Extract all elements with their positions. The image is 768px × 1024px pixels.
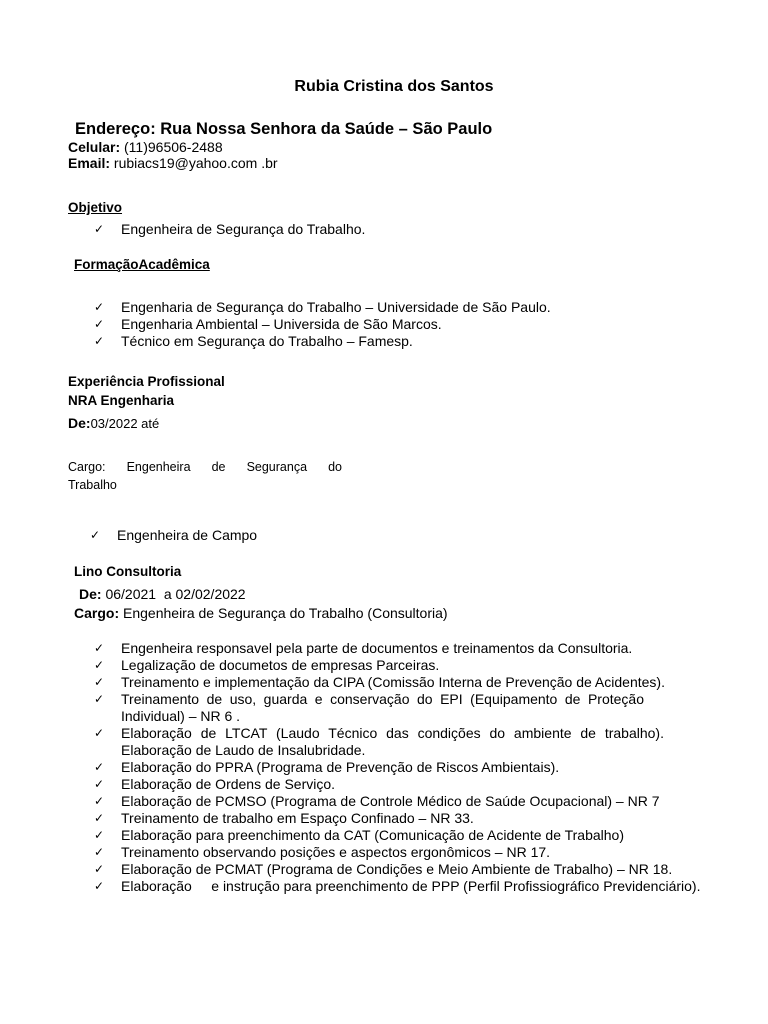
role-label: Cargo: (74, 605, 120, 621)
list-item: ✓ Elaboração de PCMSO (Programa de Controle Médico de Saúde Ocupacional) – NR 7 (94, 793, 660, 809)
check-icon: ✓ (94, 760, 105, 774)
list-item: ✓ Elaboração do PPRA (Programa de Prevenção de Riscos Ambientais). (94, 759, 560, 775)
objective-heading: Objetivo (68, 200, 123, 215)
list-item: ✓ Elaboração e instrução para preenchimento de PPP (Perfil Profissiográfico Previdenciário). (94, 878, 701, 894)
list-item: ✓ Treinamento de trabalho em Espaço Confinado – NR 33. (94, 810, 474, 826)
list-item: ✓ Engenheira de Campo (90, 527, 258, 543)
phone-value: (11)96506-2488 (124, 139, 223, 155)
period-label: De: (79, 586, 102, 602)
list-item: ✓ Elaboração de PCMAT (Programa de Condições e Meio Ambiente de Trabalho) – NR 18. (94, 861, 673, 877)
role-value: Engenheira de Segurança do Trabalho (Consultoria) (123, 605, 448, 621)
check-icon: ✓ (94, 879, 105, 893)
education-heading: FormaçãoAcadêmica (74, 257, 210, 272)
email-value: rubiacs19@yahoo.com .br (113, 155, 278, 171)
list-item: ✓ Treinamento de uso, guarda e conservação do EPI (Equipamento de Proteção Individual) – NR 6 . (94, 691, 644, 724)
check-icon: ✓ (94, 845, 105, 859)
list-item: ✓ Engenheira responsavel pela parte de documentos e treinamentos da Consultoria. (94, 640, 633, 656)
check-icon: ✓ (94, 641, 105, 655)
period-value: 03/2022 até (90, 416, 160, 431)
phone-label: Celular: (68, 139, 121, 155)
check-icon: ✓ (94, 334, 105, 348)
check-icon: ✓ (94, 777, 105, 791)
period-label: De: (68, 415, 91, 431)
company-name: NRA Engenharia (68, 393, 175, 408)
check-icon: ✓ (94, 726, 105, 740)
check-icon: ✓ (94, 794, 105, 808)
check-icon: ✓ (94, 658, 105, 672)
phone-line (68, 139, 223, 155)
check-icon: ✓ (94, 317, 105, 331)
check-icon: ✓ (90, 528, 101, 542)
check-icon: ✓ (94, 300, 105, 314)
check-icon: ✓ (94, 862, 105, 876)
check-icon: ✓ (94, 828, 105, 842)
list-item: ✓ Engenharia de Segurança do Trabalho – Universidade de São Paulo. (94, 299, 551, 315)
list-item: ✓ Elaboração para preenchimento da CAT (Comunicação de Acidente de Trabalho) (94, 827, 625, 843)
check-icon: ✓ (94, 692, 105, 706)
objective-list (94, 221, 714, 238)
company-name: Lino Consultoria (74, 564, 182, 579)
list-item: ✓ Engenharia Ambiental – Universida de São Marcos. (94, 316, 442, 332)
role-line (74, 605, 448, 621)
role-line-1: Cargo: Engenheira de Segurança do (68, 460, 342, 474)
candidate-name: Rubia Cristina dos Santos (294, 78, 494, 95)
period-line (79, 586, 246, 602)
list-item: ✓ Treinamento e implementação da CIPA (Comissão Interna de Prevenção de Acidentes). (94, 674, 665, 690)
check-icon: ✓ (94, 675, 105, 689)
period-line (68, 415, 159, 432)
experience-heading: Experiência Profissional (68, 374, 225, 389)
check-icon: ✓ (94, 222, 105, 236)
education-list (94, 299, 714, 350)
list-item: ✓ Treinamento observando posições e aspectos ergonômicos – NR 17. (94, 844, 551, 860)
company2-duties (94, 640, 714, 895)
list-item: ✓ Engenheira de Segurança do Trabalho. (94, 221, 366, 237)
list-item: ✓ Elaboração de Ordens de Serviço. (94, 776, 336, 792)
list-item: ✓ Elaboração de LTCAT (Laudo Técnico das condições do ambiente de trabalho). Elaboração de Laudo de Insalubridade. (94, 725, 664, 758)
email-label: Email: (68, 155, 111, 171)
role-description (68, 458, 342, 494)
check-icon: ✓ (94, 811, 105, 825)
list-item: ✓ Técnico em Segurança do Trabalho – Famesp. (94, 333, 413, 349)
period-value: 06/2021 a 02/02/2022 (105, 586, 246, 602)
email-line (68, 155, 278, 171)
list-item: ✓ Legalização de documetos de empresas Parceiras. (94, 657, 440, 673)
company1-duties (90, 527, 710, 544)
role-line-2: Trabalho (68, 478, 117, 492)
address-line: Endereço: Rua Nossa Senhora da Saúde – São Paulo (75, 120, 493, 138)
